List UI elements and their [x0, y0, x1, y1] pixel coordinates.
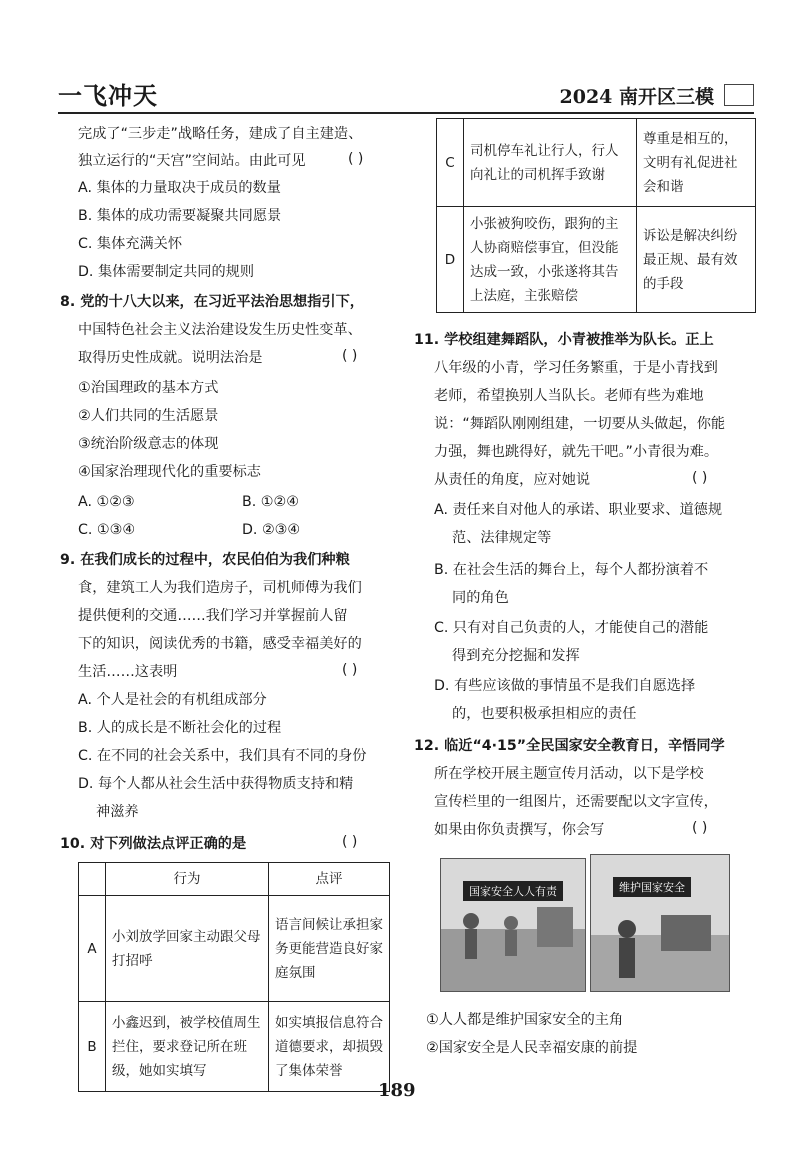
q8-line-3: 取得历史性成就。说明法治是 [78, 350, 263, 366]
q11-answer-blank[interactable]: ( ) [692, 470, 708, 486]
q9-option-d: D. 每个人都从社会生活中获得物质支持和精 [78, 776, 354, 792]
q10-table-right [436, 118, 756, 313]
q8-option-b: B. ①②④ [242, 494, 299, 510]
q12-line-1: 12. 临近“4·15”全民国家安全教育日，辛悟同学 [414, 738, 725, 754]
row-action: 小刘放学回家主动跟父母打招呼 [106, 896, 269, 1002]
q8-option-a: A. ①②③ [78, 494, 135, 510]
q10-table-left [78, 862, 390, 1092]
q7-option-b: B. 集体的成功需要凝聚共同愿景 [78, 208, 282, 224]
row-comment: 尊重是相互的，文明有礼促进社会和谐 [637, 119, 756, 207]
header-rule [58, 112, 754, 114]
table-header-row [79, 863, 390, 896]
table-header-action: 行为 [106, 863, 269, 896]
q12-item-1: ①人人都是维护国家安全的主角 [426, 1012, 624, 1028]
q8-option-d: D. ②③④ [242, 522, 301, 538]
q8-answer-blank[interactable]: ( ) [342, 348, 358, 364]
q11-option-b: B. 在社会生活的舞台上，每个人都扮演着不 [434, 562, 709, 578]
q11-option-a-cont: 范、法律规定等 [452, 530, 552, 546]
table-row [79, 1002, 390, 1092]
q11-option-c: C. 只有对自己负责的人，才能使自己的潜能 [434, 620, 709, 636]
q9-line-5: 生活……这表明 [78, 664, 178, 680]
q9-option-d-cont: 神滋养 [96, 804, 139, 820]
q9-answer-blank[interactable]: ( ) [342, 662, 358, 678]
table-header-comment: 点评 [269, 863, 390, 896]
row-letter: A [79, 896, 106, 1002]
crowd-illustration-icon [441, 859, 585, 991]
exam-title: 2024 南开区三模 [559, 86, 714, 108]
row-comment: 如实填报信息符合道德要求，却损毁了集体荣誉 [269, 1002, 390, 1092]
poster-photo-1 [440, 858, 586, 992]
q12-line-4: 如果由你负责撰写，你会写 [434, 822, 605, 838]
table-header-letter [79, 863, 106, 896]
page-number: 189 [378, 1080, 416, 1101]
q9-option-a: A. 个人是社会的有机组成部分 [78, 692, 267, 708]
q11-line-1: 11. 学校组建舞蹈队，小青被推举为队长。正上 [414, 332, 714, 348]
q7-line-2: 独立运行的“天宫”空间站。由此可见 [78, 153, 306, 169]
q12-line-2: 所在学校开展主题宣传月活动，以下是学校 [434, 766, 704, 782]
q11-line-6: 从责任的角度，应对她说 [434, 472, 591, 488]
q11-option-c-cont: 得到充分挖掘和发挥 [452, 648, 580, 664]
row-letter: C [437, 119, 464, 207]
row-action: 小张被狗咬伤，跟狗的主人协商赔偿事宜，但没能达成一致，小张遂将其告上法庭，主张赔偿 [464, 207, 637, 313]
q8-line-1: 8. 党的十八大以来，在习近平法治思想指引下， [60, 294, 364, 310]
q10-answer-blank[interactable]: ( ) [342, 834, 358, 850]
poster-photo-2 [590, 854, 730, 992]
q8-item-3: ③统治阶级意志的体现 [78, 436, 219, 452]
q7-line-1: 完成了“三步走”战略任务，建成了自主建造、 [78, 126, 363, 142]
q12-answer-blank[interactable]: ( ) [692, 820, 708, 836]
q9-option-c: C. 在不同的社会关系中，我们具有不同的身份 [78, 748, 367, 764]
q11-option-d-cont: 的，也要积极承担相应的责任 [452, 706, 637, 722]
poster-banner-2: 维护国家安全 [613, 877, 691, 897]
table-row [437, 207, 756, 313]
q11-option-b-cont: 同的角色 [452, 590, 509, 606]
q11-line-3: 老师，希望换别人当队长。老师有些为难地 [434, 388, 704, 404]
row-letter: B [79, 1002, 106, 1092]
poster-banner-1: 国家安全人人有责 [463, 881, 563, 901]
q8-item-4: ④国家治理现代化的重要标志 [78, 464, 261, 480]
q11-option-d: D. 有些应该做的事情虽不是我们自愿选择 [434, 678, 696, 694]
row-letter: D [437, 207, 464, 313]
q11-line-4: 说：“舞蹈队刚刚组建，一切要从头做起，你能 [434, 416, 726, 432]
table-row [79, 896, 390, 1002]
q9-option-b: B. 人的成长是不断社会化的过程 [78, 720, 282, 736]
q11-option-a: A. 责任来自对他人的承诺、职业要求、道德规 [434, 502, 723, 518]
office-illustration-icon [591, 855, 729, 991]
q8-item-1: ①治国理政的基本方式 [78, 380, 219, 396]
table-row [437, 119, 756, 207]
q7-answer-blank[interactable]: ( ) [348, 151, 364, 167]
q9-line-2: 食，建筑工人为我们造房子，司机师傅为我们 [78, 580, 362, 596]
corner-stamp [724, 84, 754, 106]
q9-line-1: 9. 在我们成长的过程中，农民伯伯为我们种粮 [60, 552, 350, 568]
q7-option-a: A. 集体的力量取决于成员的数量 [78, 180, 281, 196]
q12-item-2: ②国家安全是人民幸福安康的前提 [426, 1040, 638, 1056]
q8-option-c: C. ①③④ [78, 522, 136, 538]
q7-option-d: D. 集体需要制定共同的规则 [78, 264, 255, 280]
q11-line-2: 八年级的小青，学习任务繁重，于是小青找到 [434, 360, 718, 376]
q11-line-5: 力强，舞也跳得好，就先干吧。”小青很为难。 [434, 444, 719, 460]
row-comment: 诉讼是解决纠纷最正规、最有效的手段 [637, 207, 756, 313]
q12-line-3: 宣传栏里的一组图片，还需要配以文字宣传， [434, 794, 718, 810]
row-action: 小鑫迟到，被学校值周生拦住，要求登记所在班级，她如实填写 [106, 1002, 269, 1092]
q8-line-2: 中国特色社会主义法治建设发生历史性变革、 [78, 322, 362, 338]
q7-option-c: C. 集体充满关怀 [78, 236, 183, 252]
brand-title: 一飞冲天 [58, 81, 158, 110]
q10-title: 10. 对下列做法点评正确的是 [60, 836, 247, 852]
q9-line-4: 下的知识，阅读优秀的书籍，感受幸福美好的 [78, 636, 362, 652]
row-comment: 语言间候让承担家务更能营造良好家庭氛围 [269, 896, 390, 1002]
q9-line-3: 提供便利的交通……我们学习并掌握前人留 [78, 608, 348, 624]
q8-item-2: ②人们共同的生活愿景 [78, 408, 219, 424]
row-action: 司机停车礼让行人，行人向礼让的司机挥手致谢 [464, 119, 637, 207]
